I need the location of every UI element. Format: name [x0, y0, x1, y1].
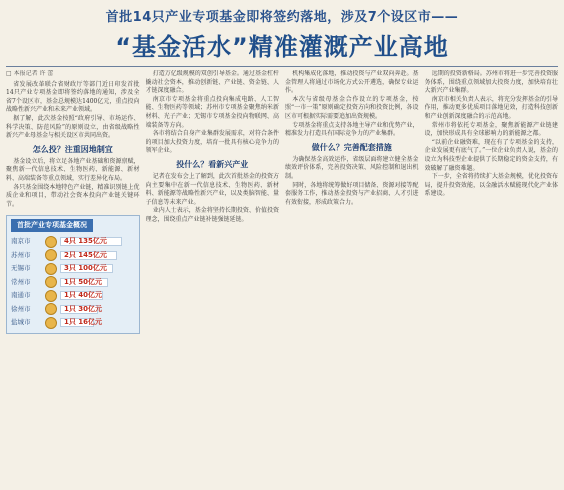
section-heading: 怎么投？注重因地制宜: [32, 144, 113, 154]
paragraph: 本次与省级母基金合作设立的专项基金，按照“一市一策”原则确定投资方向和投资比例，各设区市可根据实际需要追加出资规模。: [285, 95, 419, 120]
paragraph: “以前企业融资难，现在有了专项基金的支持，企业发展更有底气了。”一位企业负责人说，基金的设立为科技型企业提供了长期稳定的资金支持，有效破解了融资难题。: [424, 138, 558, 172]
fund-city-label: 盐城市: [11, 318, 31, 327]
paragraph: 业内人士表示，基金将坚持长期投资、价值投资理念，围绕重点产业链补链强链延链。: [145, 207, 279, 223]
fund-row: [11, 275, 135, 289]
fund-bar: [60, 291, 103, 300]
fund-row: [11, 289, 135, 303]
fund-bar: [60, 237, 122, 246]
section-heading: 做什么？完善配套措施: [311, 142, 392, 152]
fund-row: [11, 235, 135, 249]
paragraph: 机构集成化落地，推动投资与产业双向奔赴。基金管理人将通过市场化方式公开遴选，确保专业运作。: [285, 70, 419, 95]
section-heading: 投什么？看新兴产业: [176, 159, 249, 169]
fund-summary-box: [6, 215, 140, 334]
coin-icon: [45, 276, 57, 288]
byline: □ 本报记者 许 蕾: [6, 70, 54, 77]
fund-value: 3只 100亿元: [64, 264, 107, 273]
column-3-body: [285, 70, 419, 207]
fund-bar: [60, 264, 113, 273]
fund-value: 2只 145亿元: [64, 250, 107, 259]
fund-row: [11, 302, 135, 316]
fund-value: 1只 40亿元: [64, 291, 103, 300]
column-1: [6, 70, 140, 490]
paragraph: 下一步，全省将持续扩大基金规模，优化投资布局，提升投资效能，以金融活水赋能现代化产业体系建设。: [424, 173, 558, 198]
coin-icon: [45, 249, 57, 261]
fund-city-label: 常州市: [11, 277, 31, 286]
paragraph: 记者在发布会上了解到，此次首批基金的投资方向主要集中在新一代信息技术、生物医药、新材料、新能源等战略性新兴产业，以及类脑智能、量子信息等未来产业。: [145, 172, 279, 206]
paragraph: 常州市将依托专项基金，聚焦新能源产业链建设，加快形成具有全球影响力的新能源之都。: [424, 121, 558, 138]
fund-value: 1只 30亿元: [64, 304, 103, 313]
paragraph: 南京市相关负责人表示，将充分发挥基金的引导作用，推动更多优质项目落地见效，打造科技创新和产业创新深度融合的示范高地。: [424, 95, 558, 120]
fund-bar: [60, 251, 117, 260]
column-2-body: [146, 70, 280, 225]
fund-row: [11, 248, 135, 262]
paragraph: 南京市专项基金将重点投向集成电路、人工智能、生物医药等领域；苏州市专项基金聚焦纳米新材料、光子产业；无锡市专项基金投向物联网、高端装备等方向。: [145, 95, 279, 129]
paragraph: 打造万亿级规模的双创引导基金。通过基金杠杆撬动社会资本，推动创新链、产业链、资金链、人才链深度融合。: [145, 70, 279, 95]
fund-city-label: 无锡市: [11, 264, 31, 273]
paragraph: 各只基金围绕本地特色产业链，精准识别链上优质企业和项目，带动社会资本投向产业链关键环节。: [6, 183, 140, 208]
fund-summary-list: [11, 235, 135, 330]
coin-icon: [45, 236, 57, 248]
fund-bar: [60, 318, 103, 327]
fund-bar: [60, 304, 103, 314]
fund-city-label: 南通市: [11, 291, 31, 300]
fund-row: [11, 316, 135, 330]
paragraph: 专项基金将重点支持各地主导产业和优势产业，精准发力打造具有国际竞争力的产业集群。: [285, 121, 419, 138]
coin-icon: [45, 263, 57, 275]
fund-row: [11, 262, 135, 276]
column-1-body: [6, 81, 140, 210]
article-subtitle: 首批14只产业专项基金即将签约落地，涉及7个设区市——: [105, 10, 459, 25]
paragraph: 为确保基金高效运作，省级层面将建立健全基金绩效评价体系，完善投资决策、风险控制和退出机制。: [285, 155, 419, 180]
paragraph: 据了解，此次基金按照“政府引导、市场运作、科学决策、防范风险”的原则设立，由省级战略性新兴产业母基金与相关设区市共同出资。: [6, 114, 140, 140]
article-columns: [6, 70, 558, 490]
fund-city-label: 南京市: [11, 237, 31, 246]
coin-icon: [45, 290, 57, 302]
fund-summary-title: 首批产业专项基金概况: [11, 219, 93, 232]
column-4: [425, 70, 559, 490]
coin-icon: [45, 317, 57, 329]
article-title: “基金活水”精准灌溉产业高地: [115, 33, 449, 61]
column-4-body: [425, 70, 559, 199]
paragraph: 远期的投资新格局。苏州市将进一步完善投资服务体系，围绕重点领域加大投资力度，加快培育壮大新兴产业集群。: [424, 70, 558, 95]
fund-city-label: 徐州市: [11, 304, 31, 313]
fund-value: 4只 135亿元: [64, 237, 107, 246]
paragraph: 同时，各地将统筹做好项目储备、资源对接等配套服务工作，推动基金投资与产业招商、人才引进有效衔接，形成政策合力。: [285, 181, 419, 206]
paragraph: 省发展改革联合省财政厅等部门近日印发首批14只产业专项基金即将签约落地的通知，涉及全省7个设区市，基金总规模达1400亿元，重点投向战略性新兴产业和未来产业领域。: [6, 80, 140, 114]
header-divider: [6, 66, 558, 67]
column-2: [146, 70, 280, 490]
fund-bar: [60, 278, 108, 287]
coin-icon: [45, 303, 57, 315]
article-header: [6, 6, 558, 62]
fund-value: 1只 50亿元: [64, 277, 103, 286]
paragraph: 各市将结合自身产业集群发展需求，对符合条件的项目加大投资力度，培育一批具有核心竞争力的领军企业。: [145, 130, 279, 155]
column-3: [285, 70, 419, 490]
paragraph: 基金设立后，将立足各地产业基础和资源禀赋，聚焦新一代信息技术、生物医药、新能源、新材料、高端装备等重点领域，实行差异化布局。: [6, 157, 140, 182]
fund-city-label: 苏州市: [11, 250, 31, 259]
fund-value: 1只 16亿元: [64, 318, 103, 327]
